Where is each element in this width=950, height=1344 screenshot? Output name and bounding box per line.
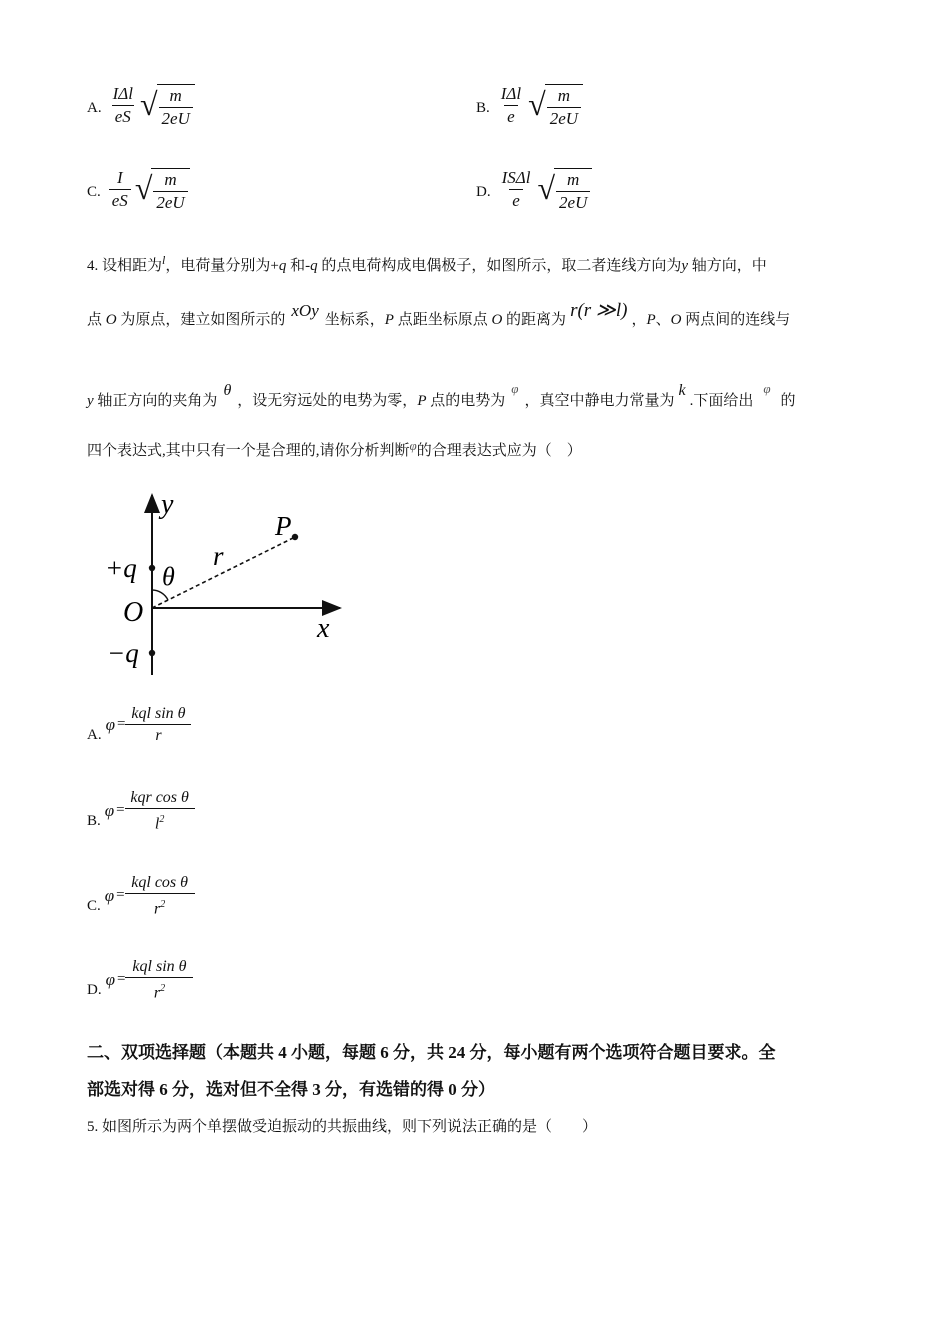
numerator: kql sin θ (131, 705, 186, 722)
plus-charge-dot (149, 565, 155, 571)
fraction (109, 167, 131, 212)
q4-option-a[interactable] (87, 703, 191, 746)
fraction (125, 787, 195, 834)
q4-option-b[interactable] (87, 787, 195, 834)
numerator: IΔl (112, 83, 133, 103)
numerator: IΔl (500, 83, 522, 103)
equals-sign: = (117, 971, 126, 988)
radical-sign: √ (139, 86, 158, 122)
x-axis-label: x (317, 613, 330, 644)
option-label: C. (87, 898, 101, 915)
phi-symbol: φ (104, 885, 115, 905)
numerator: I (116, 167, 123, 187)
option-label: A. (87, 727, 102, 743)
numerator: ISΔl (501, 167, 531, 187)
numerator: kqr cos θ (130, 789, 189, 806)
q4-option-c[interactable] (87, 872, 195, 919)
q4-stem-line3: y 轴正方向的夹角为θ，设无穷远处的电势为零，P 点的电势为φ，真空中静电力常量为k.下面给出φ的 (87, 381, 796, 409)
fraction (125, 872, 195, 919)
denominator: e (504, 105, 518, 128)
denominator: 2eU (159, 107, 193, 130)
q5-stem: 5. 如图所示为两个单摆做受迫振动的共振曲线，则下列说法正确的是（ ） (87, 1119, 598, 1135)
dipole-figure (95, 485, 355, 685)
section2-heading-line1: 二、双项选择题（本题共 4 小题，每题 6 分，共 24 分，每小题有两个选项符合题目要求。全 (87, 1043, 776, 1062)
option-label: A. (87, 99, 102, 116)
equals-sign: = (116, 802, 125, 819)
denominator: 2eU (547, 107, 581, 130)
sqrt (537, 164, 592, 214)
numerator: m (164, 170, 177, 189)
denominator: $r^2$ (125, 977, 193, 1003)
equals-sign: = (116, 887, 125, 904)
q4-stem-line4: 四个表达式,其中只有一个是合理的,请你分析判断φ的合理表达式应为（ ） (87, 438, 582, 459)
denominator: 2eU (153, 191, 187, 214)
denominator: e (509, 189, 523, 212)
denominator: $r^2$ (125, 893, 195, 919)
fraction (110, 83, 136, 128)
denominator: 2eU (556, 191, 590, 214)
minus-q-label: −q (107, 638, 139, 668)
numerator: m (169, 86, 182, 105)
fraction (498, 83, 524, 128)
denominator: eS (109, 189, 131, 212)
phi-symbol: φ (104, 800, 115, 820)
radical-sign: √ (528, 86, 546, 122)
p-label: P (275, 511, 292, 541)
q4-stem-line2: 点 O 为原点，建立如图所示的 xOy 坐标系，P 点距坐标原点 O 的距离为 r(r ≫l) ，P、O 两点间的连线与 (87, 300, 791, 328)
q3-option-a[interactable] (87, 80, 195, 130)
theta-label: θ (162, 562, 175, 591)
denominator: $l^2$ (125, 808, 195, 834)
sqrt (140, 80, 195, 130)
fraction (125, 956, 193, 1003)
section2-heading-line2: 部选对得 6 分，选对但不全得 3 分，有选错的得 0 分） (87, 1080, 495, 1099)
q3-option-c[interactable] (87, 164, 190, 214)
minus-charge-dot (149, 650, 155, 656)
q3-option-d[interactable] (476, 164, 592, 214)
radical-sign: √ (134, 170, 153, 206)
numerator: m (567, 170, 580, 189)
point-p-dot (292, 534, 298, 540)
option-label: B. (87, 813, 101, 830)
option-label: C. (87, 183, 101, 200)
fraction (499, 167, 534, 212)
phi-symbol: φ (105, 714, 115, 734)
r-label: r (213, 541, 224, 571)
phi-symbol: φ (105, 969, 115, 989)
origin-label: O (123, 597, 144, 628)
option-label: B. (476, 99, 490, 116)
numerator: m (557, 86, 570, 105)
fraction (125, 703, 191, 746)
denominator: r (125, 724, 191, 746)
q4-stem-line1: 4. 设相距为$^l$，电荷量分别为+q 和-q 的点电荷构成电偶极子，如图所示，取二者连线方向为y 轴方向，中 (87, 253, 767, 274)
theta-arc (152, 590, 168, 600)
q4-option-d[interactable] (87, 956, 193, 1003)
equals-sign: = (117, 716, 126, 732)
sqrt (135, 164, 190, 214)
denominator: eS (112, 105, 134, 128)
option-label: D. (87, 982, 102, 999)
numerator: kql cos θ (131, 874, 188, 891)
q3-option-b[interactable] (476, 80, 583, 130)
option-label: D. (476, 183, 491, 200)
y-axis-label: y (161, 489, 174, 520)
radical-sign: √ (537, 170, 556, 206)
plus-q-label: +q (105, 553, 137, 583)
numerator: kql sin θ (132, 958, 187, 975)
sqrt (528, 80, 583, 130)
